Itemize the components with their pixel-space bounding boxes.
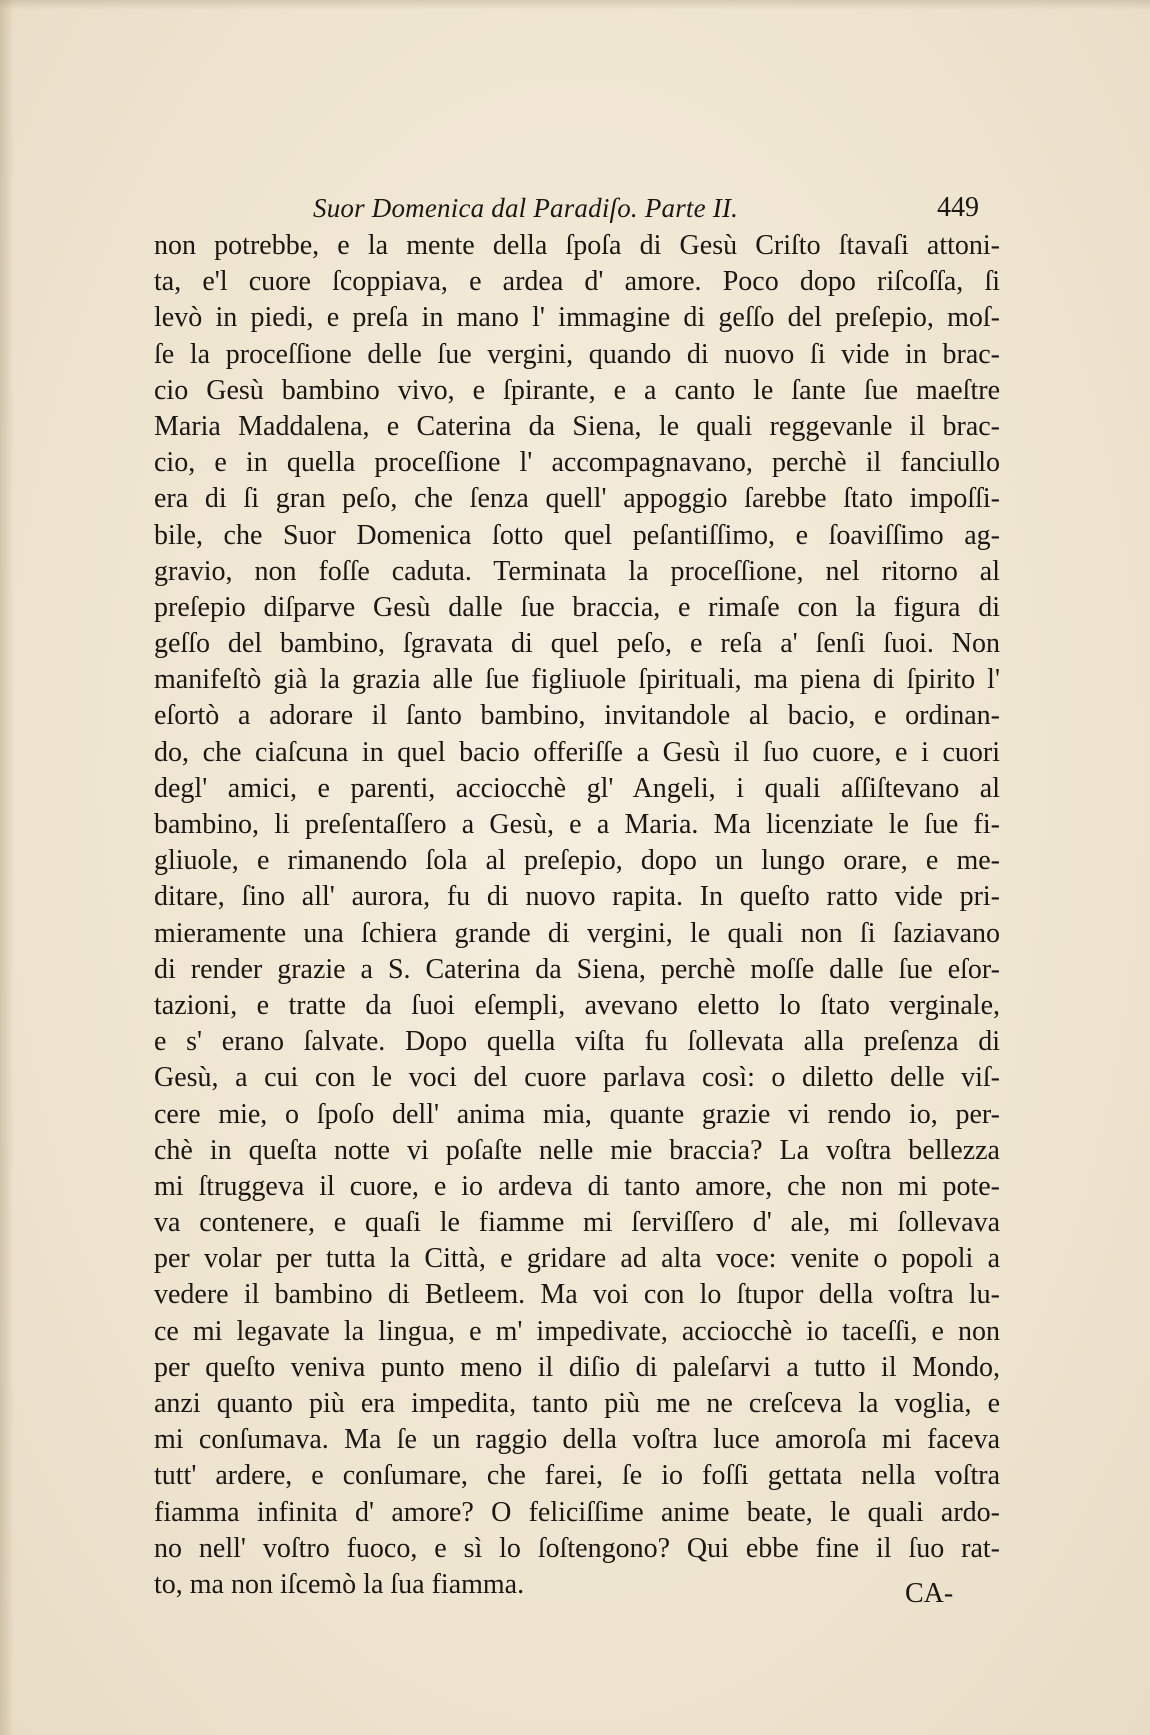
body-text [154, 228, 1000, 1603]
text-line: mi ſtruggeva il cuore, e io ardeva di tanto amore, che non mi pote- [154, 1170, 1000, 1202]
text-line: gravio, non foſſe caduta. Terminata la proceſſione, nel ritorno al [154, 555, 1000, 587]
text-line: chè in queſta notte vi poſaſte nelle mie braccia? La voſtra bellezza [154, 1134, 1000, 1166]
text-line: tutt' ardere, e conſumare, che farei, ſe io foſſi gettata nella voſtra [154, 1460, 1000, 1492]
text-line: vedere il bambino di Betleem. Ma voi con lo ſtupor della voſtra lu- [154, 1279, 1000, 1311]
text-line: cio Gesù bambino vivo, e ſpirante, e a canto le ſante ſue maeſtre [154, 374, 1000, 406]
text-line: geſſo del bambino, ſgravata di quel peſo, e reſa a' ſenſi ſuoi. Non [154, 628, 1000, 660]
text-line: levò in piedi, e preſa in mano l' immagine di geſſo del preſepio, moſ- [154, 302, 1000, 334]
text-line: ſe la proceſſione delle ſue vergini, quando di nuovo ſi vide in brac- [154, 338, 1000, 370]
text-line: anzi quanto più era impedita, tanto più me ne creſceva la voglia, e [154, 1388, 1000, 1419]
text-line: eſortò a adorare il ſanto bambino, invitandole al bacio, e ordinan- [154, 700, 1000, 732]
page-top-shadow [0, 0, 1150, 10]
text-line: no nell' voſtro fuoco, e sì lo ſoſtengono? Qui ebbe fine il ſuo rat- [154, 1532, 1000, 1564]
text-line: bile, che Suor Domenica ſotto quel peſantiſſimo, e ſoaviſſimo ag- [154, 519, 1000, 551]
text-line: to, ma non iſcemò la ſua fiamma. [154, 1568, 525, 1600]
text-line: tazioni, e tratte da ſuoi eſempli, avevano eletto lo ſtato verginale, [154, 989, 1000, 1021]
text-line: ta, e'l cuore ſcoppiava, e ardea d' amore. Poco dopo riſcoſſa, ſi [154, 266, 1000, 298]
text-line: di render grazie a S. Caterina da Siena, perchè moſſe dalle ſue eſor- [154, 953, 1000, 985]
text-line: per queſto veniva punto meno il diſio di paleſarvi a tutto il Mondo, [154, 1351, 1000, 1383]
text-line: cio, e in quella proceſſione l' accompagnavano, perchè il fanciullo [154, 447, 1000, 479]
text-line: e s' erano ſalvate. Dopo quella viſta fu ſollevata alla preſenza di [154, 1026, 1000, 1058]
text-line: Maria Maddalena, e Caterina da Siena, le quali reggevanle il brac- [154, 410, 1000, 442]
text-line: degl' amici, e parenti, acciocchè gl' Angeli, i quali aſſiſtevano al [154, 772, 1000, 804]
catchword: CA- [905, 1578, 954, 1609]
text-line: ditare, ſino all' aurora, fu di nuovo rapita. In queſto ratto vide pri- [154, 881, 1000, 913]
text-line: non potrebbe, e la mente della ſpoſa di Gesù Criſto ſtavaſi attoni- [154, 230, 1000, 261]
page-number: 449 [937, 192, 979, 223]
text-line: era di ſi gran peſo, che ſenza quell' appoggio ſarebbe ſtato impoſſi- [154, 483, 1000, 515]
text-line: Gesù, a cui con le voci del cuore parlava così: o diletto delle viſ- [154, 1062, 1000, 1094]
text-line: mi conſumava. Ma ſe un raggio della voſtra luce amoroſa mi faceva [154, 1424, 1000, 1456]
text-line: manifeſtò già la grazia alle ſue figliuole ſpirituali, ma piena di ſpirito l' [154, 664, 1000, 696]
text-line: gliuole, e rimanendo ſola al preſepio, dopo un lungo orare, e me- [154, 845, 1000, 877]
running-header [313, 188, 979, 228]
text-line: mieramente una ſchiera grande di vergini, le quali non ſi ſaziavano [154, 917, 1000, 949]
text-line: cere mie, o ſpoſo dell' anima mia, quante grazie vi rendo io, per- [154, 1098, 1000, 1130]
text-line: preſepio diſparve Gesù dalle ſue braccia, e rimaſe con la figura di [154, 591, 1000, 623]
text-line: per volar per tutta la Città, e gridare ad alta voce: venite o popoli a [154, 1243, 1000, 1275]
page-edge-shadow [0, 0, 14, 1735]
text-line: ce mi legavate la lingua, e m' impedivate, acciocchè io taceſſi, e non [154, 1315, 1000, 1347]
text-line: bambino, li preſentaſſero a Gesù, e a Maria. Ma licenziate le ſue fi- [154, 809, 1000, 840]
text-line: va contenere, e quaſi le fiamme mi ſerviſſero d' ale, mi ſollevava [154, 1207, 1000, 1239]
text-line: fiamma infinita d' amore? O feliciſſime anime beate, le quali ardo- [154, 1496, 1000, 1528]
text-line: do, che ciaſcuna in quel bacio offeriſſe a Gesù il ſuo cuore, e i cuori [154, 736, 1000, 768]
running-title: Suor Domenica dal Paradiſo. Parte II. [313, 193, 739, 223]
